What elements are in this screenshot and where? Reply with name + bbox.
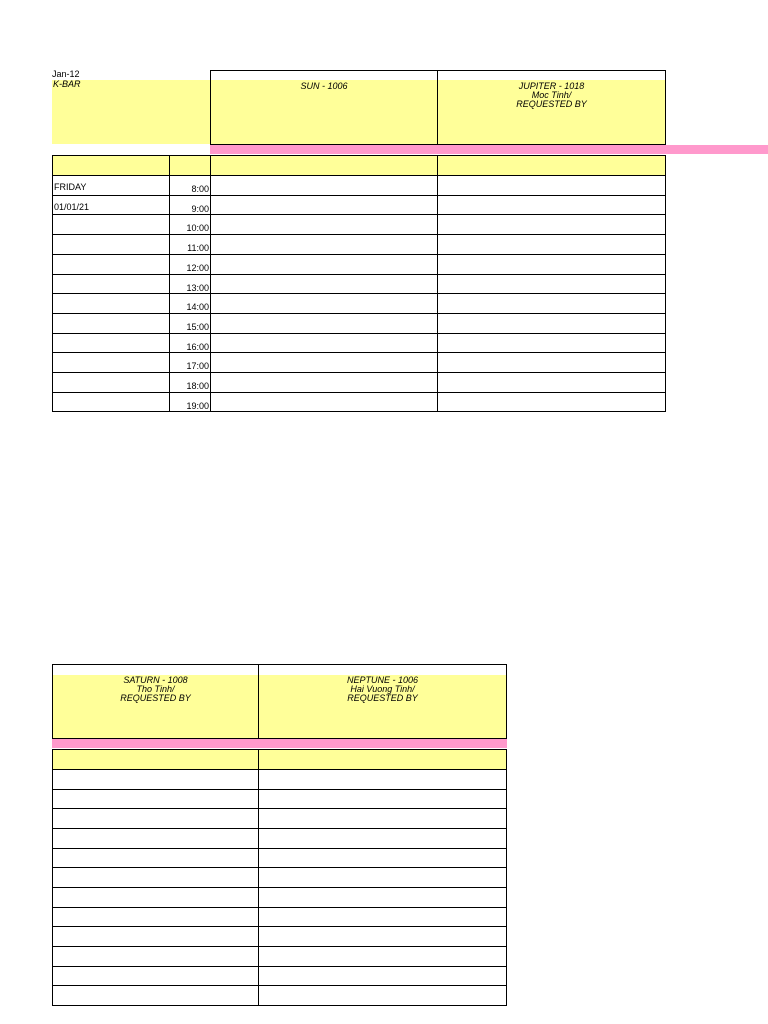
row-neptune-cell [258,985,507,1006]
row-sun-cell [210,372,438,393]
row-jupiter-cell [437,313,666,334]
row-jupiter-cell [437,352,666,373]
row-neptune-cell [258,808,507,829]
row-jupiter-cell [437,333,666,353]
row-time-cell [169,333,211,353]
row-time-cell [169,313,211,334]
row-neptune-cell [258,926,507,947]
row-jupiter-cell [437,392,666,412]
row-time-cell [169,254,211,275]
row-time-cell [169,352,211,373]
row-time-cell [169,392,211,412]
row-neptune-cell [258,769,507,790]
room-title-neptune: NEPTUNE - 1006 [346,675,419,685]
row-day-cell [52,254,170,275]
row-jupiter-cell [437,214,666,235]
row-time-cell [169,372,211,393]
row-neptune-cell [258,828,507,849]
row-sun-cell [210,274,438,294]
time-label: 11:00 [187,243,209,253]
row-day-cell [52,175,170,196]
room-header-neptune [258,675,507,739]
room-requested-saturn: REQUESTED BY [120,693,191,703]
room-requested-neptune: REQUESTED BY [347,693,418,703]
row-jupiter-cell [437,175,666,196]
row-day-cell [52,392,170,412]
row-jupiter-cell [437,254,666,275]
row-jupiter-cell [437,195,666,215]
row-sun-cell [210,214,438,235]
row-sun-cell [210,293,438,314]
row-sun-cell [210,392,438,412]
time-label: 8:00 [191,184,209,194]
room-subtitle-jupiter: Moc Tinh/ [531,90,572,100]
row-time-cell [169,175,211,196]
row-sun-cell [210,234,438,255]
day-label: FRIDAY [54,182,87,192]
row-sun-cell [210,352,438,373]
time-label: 14:00 [186,302,209,312]
time-label: 16:00 [186,342,209,352]
col-header-saturn [52,749,259,770]
col-header-sun [210,155,438,176]
room-subtitle-saturn: Tho Tinh/ [136,684,175,694]
room-requested-jupiter: REQUESTED BY [516,99,587,109]
pink-band-bottom [52,739,507,748]
row-time-cell [169,234,211,255]
pink-band-top [210,145,768,154]
row-jupiter-cell [437,274,666,294]
row-neptune-cell [258,907,507,927]
time-label: 9:00 [191,204,209,214]
col-header-jupiter [437,155,666,176]
row-saturn-cell [52,966,259,986]
time-label: 12:00 [186,263,209,273]
row-jupiter-cell [437,372,666,393]
row-day-cell [52,195,170,215]
row-saturn-cell [52,828,259,849]
col-header-time [169,155,211,176]
col-header-neptune [258,749,507,770]
row-neptune-cell [258,887,507,908]
row-day-cell [52,293,170,314]
row-saturn-cell [52,907,259,927]
venue-label-block [52,80,211,144]
row-sun-cell [210,333,438,353]
row-neptune-cell [258,789,507,809]
row-day-cell [52,372,170,393]
row-saturn-cell [52,946,259,967]
row-day-cell [52,313,170,334]
row-time-cell [169,214,211,235]
time-label: 13:00 [186,283,209,293]
row-neptune-cell [258,946,507,967]
time-label: 17:00 [186,361,209,371]
time-label: 18:00 [186,381,209,391]
room-title-saturn: SATURN - 1008 [123,675,188,685]
row-sun-cell [210,254,438,275]
row-neptune-cell [258,966,507,986]
room-header-saturn [52,675,259,739]
col-header-day [52,155,170,176]
row-time-cell [169,293,211,314]
room-title-jupiter: JUPITER - 1018 [518,81,585,91]
time-label: 19:00 [186,401,209,411]
row-time-cell [169,195,211,215]
row-time-cell [169,274,211,294]
row-jupiter-cell [437,293,666,314]
row-saturn-cell [52,808,259,829]
sheet-date: Jan-12 [52,69,80,79]
row-saturn-cell [52,985,259,1006]
row-saturn-cell [52,848,259,868]
row-neptune-cell [258,848,507,868]
row-jupiter-cell [437,234,666,255]
time-label: 10:00 [186,223,209,233]
room-header-sun [210,80,438,145]
row-day-cell [52,274,170,294]
row-sun-cell [210,195,438,215]
date-label: 01/01/21 [54,202,90,212]
venue-label: K-BAR [53,79,81,89]
row-sun-cell [210,313,438,334]
row-saturn-cell [52,789,259,809]
room-subtitle-neptune: Hai Vuong Tinh/ [350,684,415,694]
row-saturn-cell [52,769,259,790]
row-saturn-cell [52,926,259,947]
row-day-cell [52,333,170,353]
room-title-sun: SUN - 1006 [300,81,348,91]
row-day-cell [52,352,170,373]
row-saturn-cell [52,867,259,888]
row-sun-cell [210,175,438,196]
time-label: 15:00 [186,322,209,332]
row-saturn-cell [52,887,259,908]
room-header-jupiter [437,80,666,145]
row-neptune-cell [258,867,507,888]
row-day-cell [52,234,170,255]
row-day-cell [52,214,170,235]
